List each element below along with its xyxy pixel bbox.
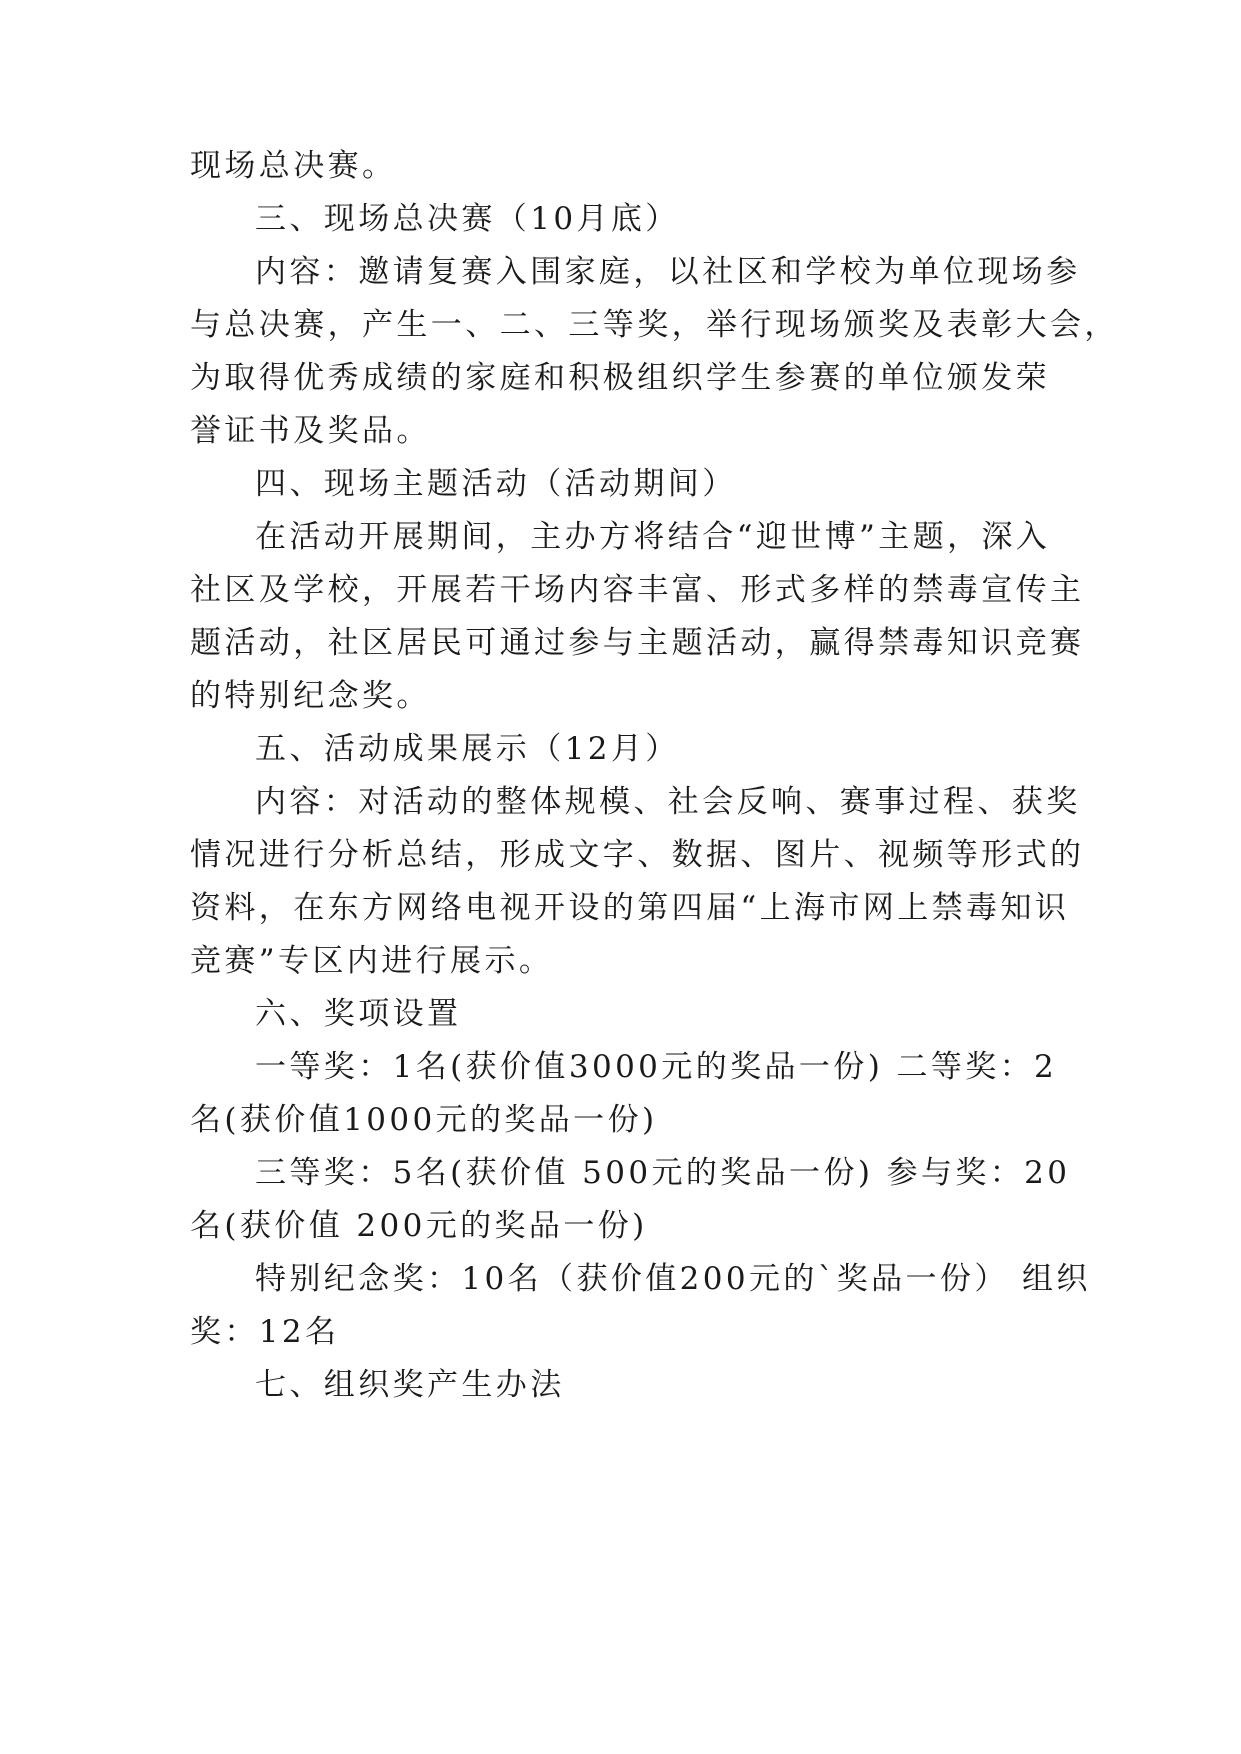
text-line-10: 题活动，社区居民可通过参与主题活动，赢得禁毒知识竞赛 xyxy=(190,625,1085,661)
text-line-21: 名(获价值 200元的奖品一份) xyxy=(190,1208,648,1244)
text-line-14: 情况进行分析总结，形成文字、数据、图片、视频等形式的 xyxy=(190,837,1085,873)
section-heading-3: 三、现场总决赛（10月底） xyxy=(255,201,680,237)
section-heading-7: 七、组织奖产生办法 xyxy=(255,1367,565,1403)
text-line-1: 现场总决赛。 xyxy=(190,148,397,184)
text-line-13: 内容：对活动的整体规模、社会反响、赛事过程、获奖 xyxy=(255,784,1081,820)
section-heading-6: 六、奖项设置 xyxy=(255,996,462,1032)
section-heading-5: 五、活动成果展示（12月） xyxy=(255,731,680,767)
text-line-3: 内容：邀请复赛入围家庭，以社区和学校为单位现场参 xyxy=(255,254,1081,290)
text-line-19: 名(获价值1000元的奖品一份) xyxy=(190,1102,658,1138)
text-line-15: 资料，在东方网络电视开设的第四届“上海市网上禁毒知识 xyxy=(190,890,1070,926)
section-heading-4: 四、现场主题活动（活动期间） xyxy=(255,466,737,502)
text-line-11: 的特别纪念奖。 xyxy=(190,678,431,714)
text-line-18: 一等奖：1名(获价值3000元的奖品一份) 二等奖：2 xyxy=(255,1049,1058,1085)
text-line-8: 在活动开展期间，主办方将结合“迎世博”主题，深入 xyxy=(255,519,1051,555)
text-line-6: 誉证书及奖品。 xyxy=(190,413,431,449)
text-line-5: 为取得优秀成绩的家庭和积极组织学生参赛的单位颁发荣 xyxy=(190,360,1050,396)
text-line-4: 与总决赛，产生一、二、三等奖，举行现场颁奖及表彰大会， xyxy=(190,307,1119,343)
text-line-22: 特别纪念奖：10名（获价值200元的`奖品一份） 组织 xyxy=(255,1261,1091,1297)
text-line-16: 竞赛”专区内进行展示。 xyxy=(190,943,554,979)
text-line-23: 奖：12名 xyxy=(190,1314,340,1350)
text-line-20: 三等奖：5名(获价值 500元的奖品一份) 参与奖：20 xyxy=(255,1155,1071,1191)
text-line-9: 社区及学校，开展若干场内容丰富、形式多样的禁毒宣传主 xyxy=(190,572,1085,608)
